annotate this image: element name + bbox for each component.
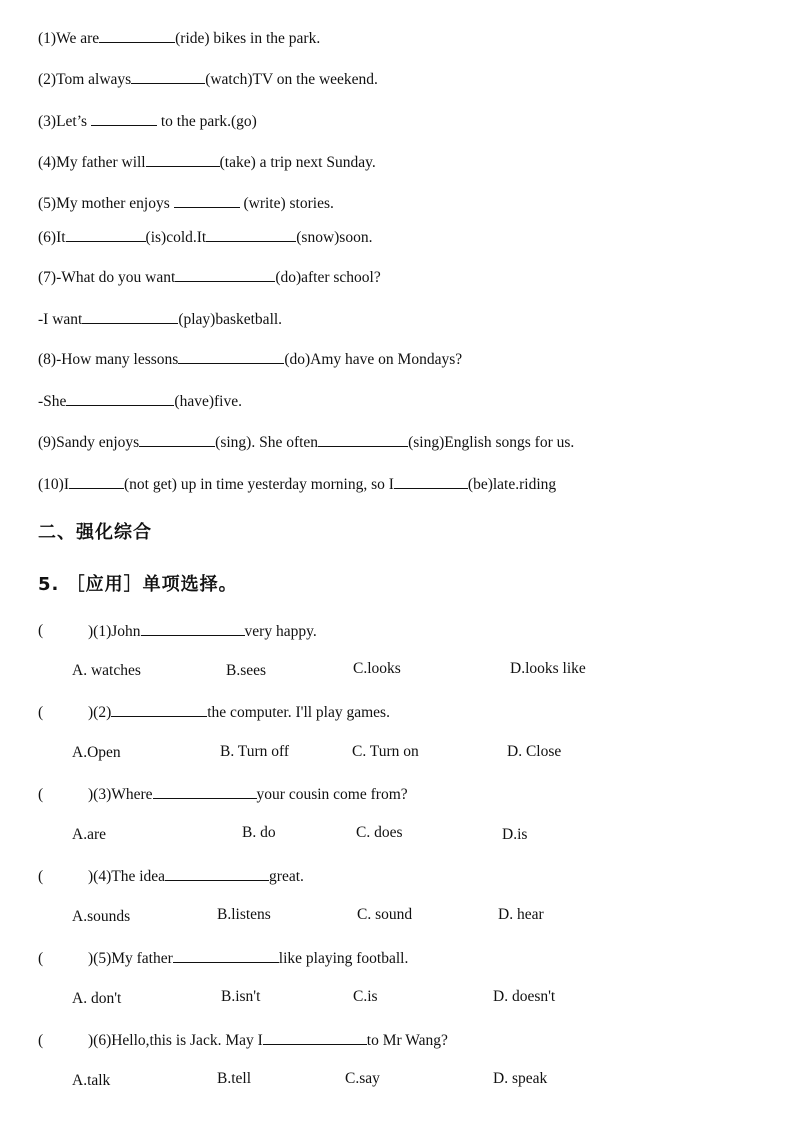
option-d[interactable]: D.looks like (510, 660, 586, 677)
section-5-title: 5. ［应用］单项选择。 (38, 574, 238, 595)
q5-text-b: (write) stories. (239, 195, 334, 212)
option-b[interactable]: B.tell (217, 1070, 252, 1087)
answer-paren[interactable]: ( (38, 1032, 44, 1049)
answer-paren[interactable]: ( (38, 786, 44, 803)
answer-blank[interactable] (174, 193, 240, 208)
mc-stem-pre: )(5)My father (88, 950, 173, 967)
q6-text-b: (is)cold.It (145, 229, 207, 246)
answer-paren[interactable]: ( (38, 868, 44, 885)
option-d[interactable]: D. doesn't (493, 988, 556, 1005)
answer-blank[interactable] (99, 28, 175, 43)
option-d[interactable]: D. Close (507, 743, 562, 760)
answer-paren[interactable]: ( (38, 950, 44, 967)
option-c[interactable]: C. sound (357, 906, 413, 923)
mc-stem-post: your cousin come from? (256, 786, 408, 803)
option-b[interactable]: B.sees (226, 662, 267, 679)
mc-stem-pre: )(2) (88, 704, 112, 721)
question-5 (38, 193, 334, 214)
mc-stem (88, 621, 317, 641)
answer-blank[interactable] (82, 309, 178, 324)
mc-stem (88, 702, 390, 722)
q2-text-a: (2)Tom always (38, 71, 132, 88)
option-a[interactable]: A.are (72, 826, 106, 843)
q8r-text-b: (have)five. (174, 393, 242, 410)
question-2 (38, 69, 378, 90)
q7-text-b: (do)after school? (275, 269, 381, 286)
question-7 (38, 267, 381, 288)
mc-stem-pre: )(1)John (88, 623, 141, 640)
q1-text-b: (ride) bikes in the park. (175, 30, 321, 47)
mc-stem-pre: )(6)Hello,this is Jack. May I (88, 1032, 263, 1049)
q7r-text-b: (play)basketball. (178, 311, 283, 328)
answer-blank[interactable] (206, 227, 296, 242)
answer-blank[interactable] (178, 349, 284, 364)
option-c[interactable]: C. does (356, 824, 403, 841)
q9-text-c: (sing)English songs for us. (408, 434, 575, 451)
section-2-title: 二、强化综合 (38, 522, 152, 543)
option-d[interactable]: D. speak (493, 1070, 548, 1087)
answer-blank[interactable] (66, 391, 174, 406)
answer-blank[interactable] (69, 474, 124, 489)
mc-stem-pre: )(3)Where (88, 786, 153, 803)
mc-stem-pre: )(4)The idea (88, 868, 166, 885)
q7r-text-a: -I want (38, 311, 83, 328)
option-a[interactable]: A.Open (72, 744, 121, 761)
answer-blank[interactable] (175, 267, 275, 282)
q4-text-a: (4)My father will (38, 154, 146, 171)
q10-text-a: (10)I (38, 476, 69, 493)
question-7-reply (38, 309, 282, 330)
q9-text-b: (sing). She often (215, 434, 319, 451)
answer-blank[interactable] (318, 432, 408, 447)
q3-text-b: to the park.(go) (156, 113, 257, 130)
option-a[interactable]: A. watches (72, 662, 141, 679)
answer-blank (141, 621, 245, 636)
option-b[interactable]: B.isn't (221, 988, 261, 1005)
option-c[interactable]: C.looks (353, 660, 401, 677)
question-3 (38, 111, 257, 132)
mc-stem (88, 784, 408, 804)
answer-blank (263, 1030, 367, 1045)
q7-text-a: (7)-What do you want (38, 269, 176, 286)
mc-stem-post: to Mr Wang? (366, 1032, 448, 1049)
q5-text-a: (5)My mother enjoys (38, 195, 174, 212)
mc-stem-post: like playing football. (278, 950, 409, 967)
answer-paren[interactable]: ( (38, 622, 44, 639)
q10-text-b: (not get) up in time yesterday morning, so I (124, 476, 394, 493)
q8-text-b: (do)Amy have on Mondays? (284, 351, 463, 368)
q10-text-c: (be)late.riding (467, 476, 557, 493)
option-c[interactable]: C.say (345, 1070, 380, 1087)
answer-blank[interactable] (146, 152, 220, 167)
answer-blank (153, 784, 257, 799)
q8-text-a: (8)-How many lessons (38, 351, 179, 368)
answer-blank (173, 948, 279, 963)
mc-stem-post: very happy. (244, 623, 317, 640)
answer-blank (111, 702, 207, 717)
q2-text-b: (watch)TV on the weekend. (205, 71, 378, 88)
answer-blank[interactable] (394, 474, 468, 489)
option-d[interactable]: D. hear (498, 906, 544, 923)
option-d[interactable]: D.is (502, 826, 528, 843)
question-8 (38, 349, 462, 370)
option-a[interactable]: A.sounds (72, 908, 131, 925)
q8r-text-a: -She (38, 393, 67, 410)
question-8-reply (38, 391, 242, 412)
option-a[interactable]: A. don't (72, 990, 122, 1007)
mc-stem-post: great. (269, 868, 304, 885)
mc-stem (88, 948, 408, 968)
option-c[interactable]: C. Turn on (352, 743, 419, 760)
question-6 (38, 227, 372, 248)
question-10 (38, 474, 556, 495)
q6-text-a: (6)It (38, 229, 66, 246)
answer-blank (165, 866, 269, 881)
mc-stem (88, 1030, 448, 1050)
mc-stem-post: the computer. I'll play games. (207, 704, 390, 721)
question-1 (38, 28, 320, 49)
question-9 (38, 432, 574, 453)
answer-blank[interactable] (91, 111, 157, 126)
answer-blank[interactable] (139, 432, 215, 447)
q1-text-a: (1)We are (38, 30, 100, 47)
q4-text-b: (take) a trip next Sunday. (219, 154, 376, 171)
option-b[interactable]: B. Turn off (220, 743, 290, 760)
answer-blank[interactable] (66, 227, 146, 242)
mc-stem (88, 866, 304, 886)
question-4 (38, 152, 376, 173)
option-a[interactable]: A.talk (72, 1072, 111, 1089)
answer-blank[interactable] (131, 69, 205, 84)
option-c[interactable]: C.is (353, 988, 378, 1005)
q6-text-c: (snow)soon. (296, 229, 373, 246)
q9-text-a: (9)Sandy enjoys (38, 434, 140, 451)
q3-text-a: (3)Let’s (38, 113, 91, 130)
answer-paren[interactable]: ( (38, 704, 44, 721)
option-b[interactable]: B. do (242, 824, 276, 841)
option-b[interactable]: B.listens (217, 906, 271, 923)
